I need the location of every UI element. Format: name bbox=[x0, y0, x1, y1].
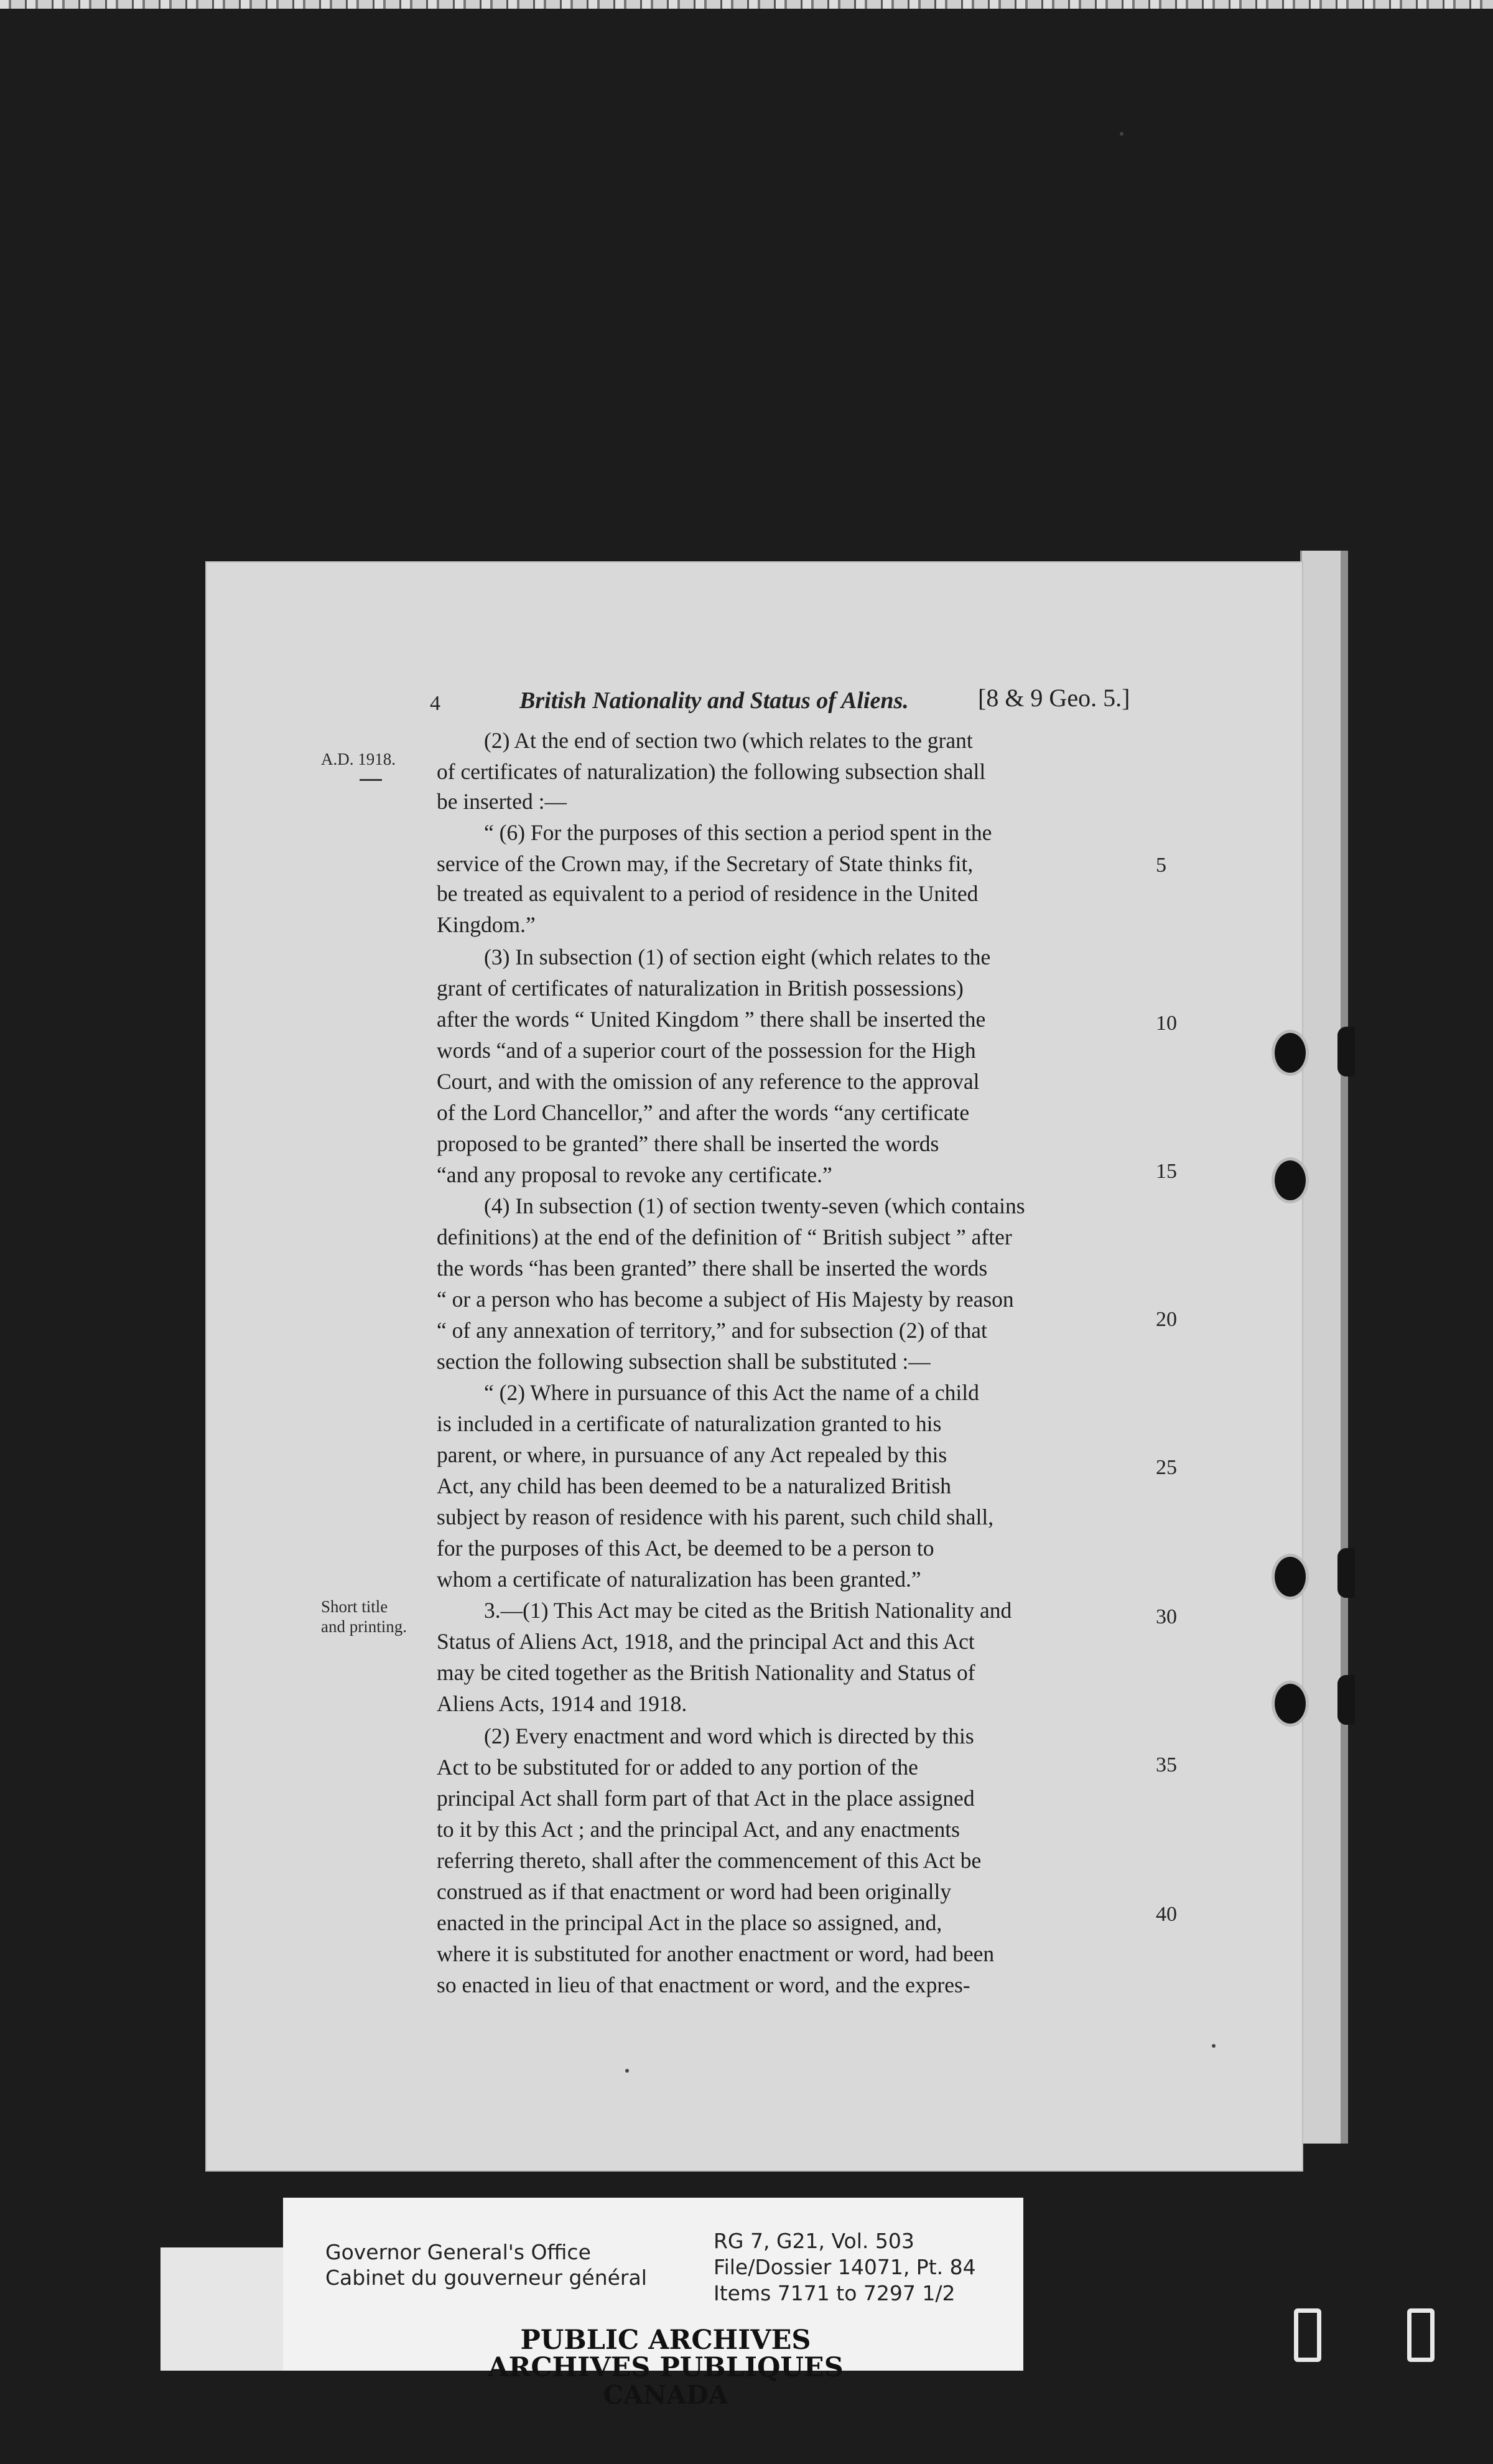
frame-mark bbox=[1294, 2308, 1321, 2362]
label-ref-2: File/Dossier 14071, Pt. 84 bbox=[714, 2255, 976, 2279]
body-line: to it by this Act ; and the principal Act, and any enactments bbox=[437, 1817, 960, 1842]
punch-hole bbox=[1275, 1557, 1306, 1597]
speck bbox=[1120, 132, 1123, 136]
body-line: definitions) at the end of the definition of “ British subject ” after bbox=[437, 1225, 1012, 1249]
margin-short-title-2: and printing. bbox=[321, 1617, 407, 1636]
body-line: “ (2) Where in pursuance of this Act the name of a child bbox=[484, 1380, 979, 1405]
body-line: for the purposes of this Act, be deemed to be a person to bbox=[437, 1536, 934, 1561]
page-edge bbox=[1300, 551, 1347, 2144]
body-line: construed as if that enactment or word had been originally bbox=[437, 1879, 952, 1904]
body-line: “ or a person who has become a subject of His Majesty by reason bbox=[437, 1287, 1014, 1312]
body-line: (2) Every enactment and word which is directed by this bbox=[484, 1724, 974, 1748]
body-line: Kingdom.” bbox=[437, 912, 536, 937]
body-line: “and any proposal to revoke any certificate.” bbox=[437, 1162, 832, 1187]
speck bbox=[625, 2069, 629, 2073]
body-line: Aliens Acts, 1914 and 1918. bbox=[437, 1691, 687, 1716]
stamp-public-archives: PUBLIC ARCHIVES bbox=[520, 2325, 811, 2356]
line-number: 25 bbox=[1156, 1456, 1177, 1479]
stamp-archives-publiques: ARCHIVES PUBLIQUES bbox=[488, 2352, 844, 2383]
margin-year: A.D. 1918. bbox=[321, 750, 396, 768]
running-title: British Nationality and Status of Aliens. bbox=[519, 688, 909, 714]
body-line: parent, or where, in pursuance of any Act repealed by this bbox=[437, 1442, 947, 1467]
body-line: be treated as equivalent to a period of residence in the United bbox=[437, 881, 979, 906]
page-edge-shadow bbox=[1341, 551, 1348, 2144]
stamp-canada: CANADA bbox=[603, 2380, 728, 2410]
line-number: 5 bbox=[1156, 854, 1166, 877]
body-line: Status of Aliens Act, 1918, and the principal Act and this Act bbox=[437, 1629, 975, 1654]
body-line: Act to be substituted for or added to any portion of the bbox=[437, 1755, 918, 1780]
line-number: 10 bbox=[1156, 1012, 1177, 1035]
body-line: so enacted in lieu of that enactment or word, and the expres- bbox=[437, 1972, 970, 1997]
label-office-fr: Cabinet du gouverneur général bbox=[325, 2266, 647, 2290]
punch-hole-shadow bbox=[1337, 1548, 1355, 1598]
body-line: may be cited together as the British Nationality and Status of bbox=[437, 1660, 975, 1685]
line-number: 30 bbox=[1156, 1605, 1177, 1628]
body-line: grant of certificates of naturalization in British possessions) bbox=[437, 976, 964, 1001]
frame-mark bbox=[1407, 2308, 1435, 2362]
label-ref-3: Items 7171 to 7297 1/2 bbox=[714, 2281, 956, 2305]
body-line: Court, and with the omission of any reference to the approval bbox=[437, 1069, 980, 1094]
body-line: 3.—(1) This Act may be cited as the British Nationality and bbox=[484, 1598, 1012, 1623]
line-number: 20 bbox=[1156, 1308, 1177, 1331]
body-line: Act, any child has been deemed to be a naturalized British bbox=[437, 1473, 952, 1498]
body-line: is included in a certificate of naturalization granted to his bbox=[437, 1411, 942, 1436]
body-line: where it is substituted for another enactment or word, had been bbox=[437, 1941, 995, 1966]
punch-hole bbox=[1275, 1684, 1306, 1724]
margin-short-title: Short title bbox=[321, 1597, 388, 1616]
speck bbox=[1212, 2044, 1216, 2048]
punch-hole-shadow bbox=[1337, 1675, 1355, 1725]
body-line: words “and of a superior court of the possession for the High bbox=[437, 1038, 976, 1063]
punch-hole bbox=[1275, 1033, 1306, 1073]
label-office-en: Governor General's Office bbox=[325, 2240, 591, 2264]
body-line: section the following subsection shall be substituted :— bbox=[437, 1349, 931, 1374]
body-line: service of the Crown may, if the Secretary of State thinks fit, bbox=[437, 851, 974, 876]
line-number: 15 bbox=[1156, 1160, 1177, 1183]
body-line: (2) At the end of section two (which relates to the grant bbox=[484, 728, 973, 753]
body-line: enacted in the principal Act in the place so assigned, and, bbox=[437, 1910, 942, 1935]
film-top-strip bbox=[0, 0, 1493, 9]
body-line: subject by reason of residence with his parent, such child shall, bbox=[437, 1505, 994, 1529]
body-line: “ (6) For the purposes of this section a period spent in the bbox=[484, 820, 992, 845]
punch-hole bbox=[1275, 1160, 1306, 1200]
margin-dash bbox=[360, 779, 382, 781]
body-line: (4) In subsection (1) of section twenty-seven (which contains bbox=[484, 1193, 1025, 1218]
body-line: whom a certificate of naturalization has been granted.” bbox=[437, 1567, 921, 1592]
body-line: referring thereto, shall after the commencement of this Act be bbox=[437, 1848, 982, 1873]
punch-hole-shadow bbox=[1337, 1027, 1355, 1076]
session-reference: [8 & 9 Geo. 5.] bbox=[978, 684, 1130, 712]
body-line: be inserted :— bbox=[437, 789, 567, 814]
line-number: 35 bbox=[1156, 1753, 1177, 1776]
body-line: “ of any annexation of territory,” and for subsection (2) of that bbox=[437, 1318, 987, 1343]
body-line: proposed to be granted” there shall be inserted the words bbox=[437, 1131, 939, 1156]
body-line: after the words “ United Kingdom ” there shall be inserted the bbox=[437, 1007, 986, 1032]
page-number: 4 bbox=[430, 692, 440, 715]
body-line: principal Act shall form part of that Act in the place assigned bbox=[437, 1786, 975, 1811]
body-line: (3) In subsection (1) of section eight (which relates to the bbox=[484, 945, 991, 969]
line-number: 40 bbox=[1156, 1903, 1177, 1926]
body-line: the words “has been granted” there shall be inserted the words bbox=[437, 1256, 988, 1281]
label-ref-1: RG 7, G21, Vol. 503 bbox=[714, 2229, 914, 2253]
body-line: of the Lord Chancellor,” and after the words “any certificate bbox=[437, 1100, 970, 1125]
archive-label-tab bbox=[160, 2247, 294, 2371]
body-line: of certificates of naturalization) the following subsection shall bbox=[437, 759, 986, 784]
